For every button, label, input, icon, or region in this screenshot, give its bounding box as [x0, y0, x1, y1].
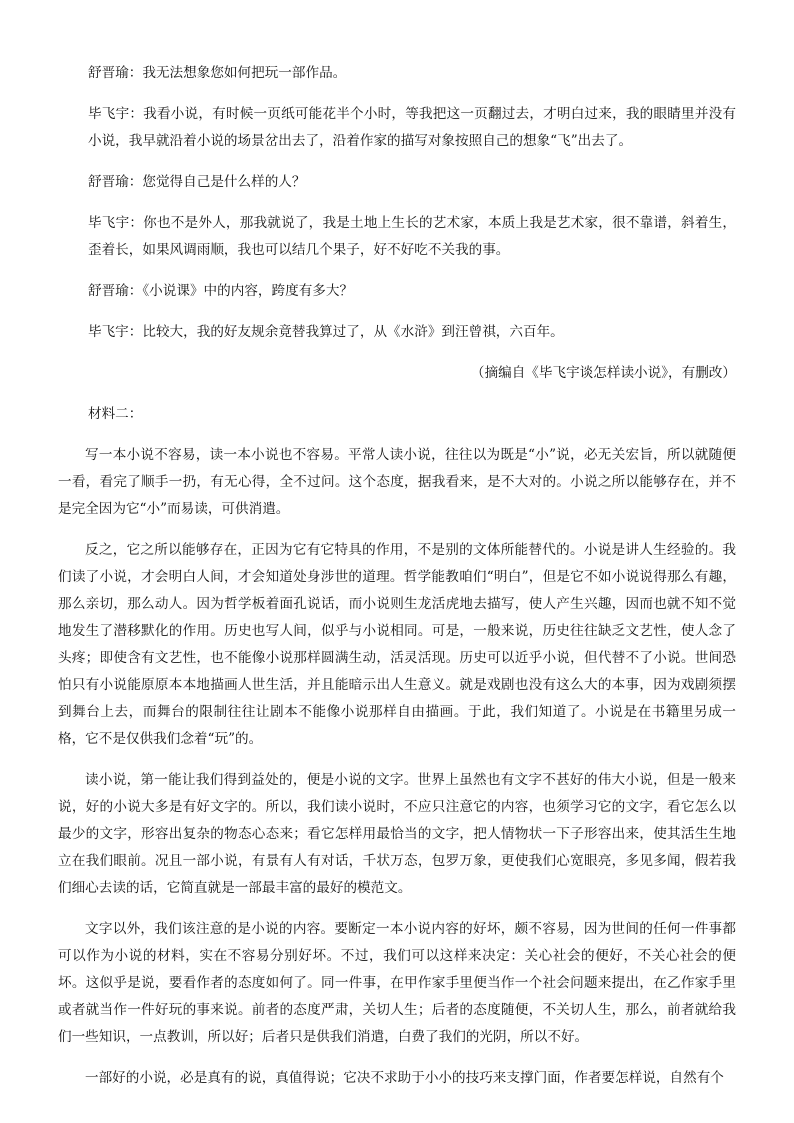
source-note: （摘编自《毕飞宇谈怎样读小说》，有删改）: [470, 365, 736, 381]
material-label: 材料二：: [88, 406, 143, 422]
dialogue-text: 比较大，我的好友规余竟替我算过了，从《水浒》到汪曾祺，六百年。: [142, 324, 564, 340]
speaker-name: 舒晋瑜：: [88, 283, 143, 299]
body-paragraph: 一部好的小说，必是真有的说，真值得说；它决不求助于小小的技巧来支撑门面，作者要怎样说，自然有个: [85, 1070, 724, 1086]
dialogue-text: 我看小说，有时候一页纸可能花半个小时，等我把这一页翻过去，才明白过来，我的眼睛里并没有小说，我早就沿着小说的场景岔出去了，沿着作家的描写对象按照自己的想象“飞”出去了。: [88, 106, 737, 149]
dialogue-text: 你也不是外人，那我就说了，我是土地上生长的艺术家，本质上我是艺术家，很不靠谱，斜着生，歪着长，如果风调雨顺，我也可以结几个果子，好不好吃不关我的事。: [88, 215, 737, 258]
dialogue-line-3: [88, 169, 736, 196]
dialogue-line-1: [88, 60, 736, 87]
dialogue-text: 我无法想象您如何把玩一部作品。: [142, 65, 347, 81]
dialogue-line-5: [88, 278, 736, 305]
speaker-name: 舒晋瑜：: [88, 174, 143, 190]
body-paragraph: 文字以外，我们该注意的是小说的内容。要断定一本小说内容的好坏，颇不容易，因为世间的任何一件事都可以作为小说的材料，实在不容易分别好坏。不过，我们可以这样来决定：关心社会的便好，不关心社会的便坏。这似乎是说，要看作者的态度如何了。同一件事，在甲作家手里便当作一个社会问题来提出，在乙作家手里或者就当作一件好玩的事来说。前者的态度严肃，关切人生；后者的态度随便，不关切人生，那么，前者就给我们一些知识，一点教训，所以好；后者只是供我们消遣，白费了我们的光阴，所以不好。: [58, 921, 736, 1045]
dialogue-text: 您觉得自己是什么样的人？: [142, 174, 306, 190]
body-paragraph: 写一本小说不容易，读一本小说也不容易。平常人读小说，往往以为既是“小”说，必无关宏旨，所以就随便一看，看完了顺手一扔，有无心得，全不过问。这个态度，据我看来，是不大对的。小说之所以能够存在，并不是完全因为它“小”而易读，可供消遣。: [58, 447, 736, 517]
speaker-name: 毕飞宇：: [88, 324, 143, 340]
speaker-name: 舒晋瑜：: [88, 65, 143, 81]
dialogue-line-6: [88, 319, 736, 346]
dialogue-line-4: [88, 210, 736, 264]
body-paragraph: 反之，它之所以能够存在，正因为它有它特具的作用，不是别的文体所能替代的。小说是讲人生经验的。我们读了小说，才会明白人间，才会知道处身涉世的道理。哲学能教咱们“明白”，但是它不如小说说得那么有趣，那么亲切，那么动人。因为哲学板着面孔说话，而小说则生龙活虎地去描写，使人产生兴趣，因而也就不知不觉地发生了潜移默化的作用。历史也写人间，似乎与小说相同。可是，一般来说，历史往往缺乏文艺性，使人念了头疼；即使含有文艺性，也不能像小说那样圆满生动，活灵活现。历史可以近乎小说，但代替不了小说。世间恐怕只有小说能原原本本地描画人世生活，并且能暗示出人生意义。就是戏剧也没有这么大的本事，因为戏剧须摆到舞台上去，而舞台的限制往往让剧本不能像小说那样自由描画。于此，我们知道了。小说是在书籍里另成一格，它不是仅供我们念着“玩”的。: [58, 542, 736, 747]
dialogue-text: 《小说课》中的内容，跨度有多大？: [142, 283, 354, 299]
body-paragraph: 读小说，第一能让我们得到益处的，便是小说的文字。世界上虽然也有文字不甚好的伟大小说，但是一般来说，好的小说大多是有好文字的。所以，我们读小说时，不应只注意它的内容，也须学习它的文字，看它怎么以最少的文字，形容出复杂的物态心态来；看它怎样用最恰当的文字，把人情物状一下子形容出来，使其活生生地立在我们眼前。况且一部小说，有景有人有对话，千状万态，包罗万象，更使我们心宽眼亮，多见多闻，假若我们细心去读的话，它简直就是一部最丰富的最好的模范文。: [58, 772, 736, 896]
speaker-name: 毕飞宇：: [88, 215, 144, 231]
dialogue-line-2: [88, 101, 736, 155]
speaker-name: 毕飞宇：: [88, 106, 144, 122]
